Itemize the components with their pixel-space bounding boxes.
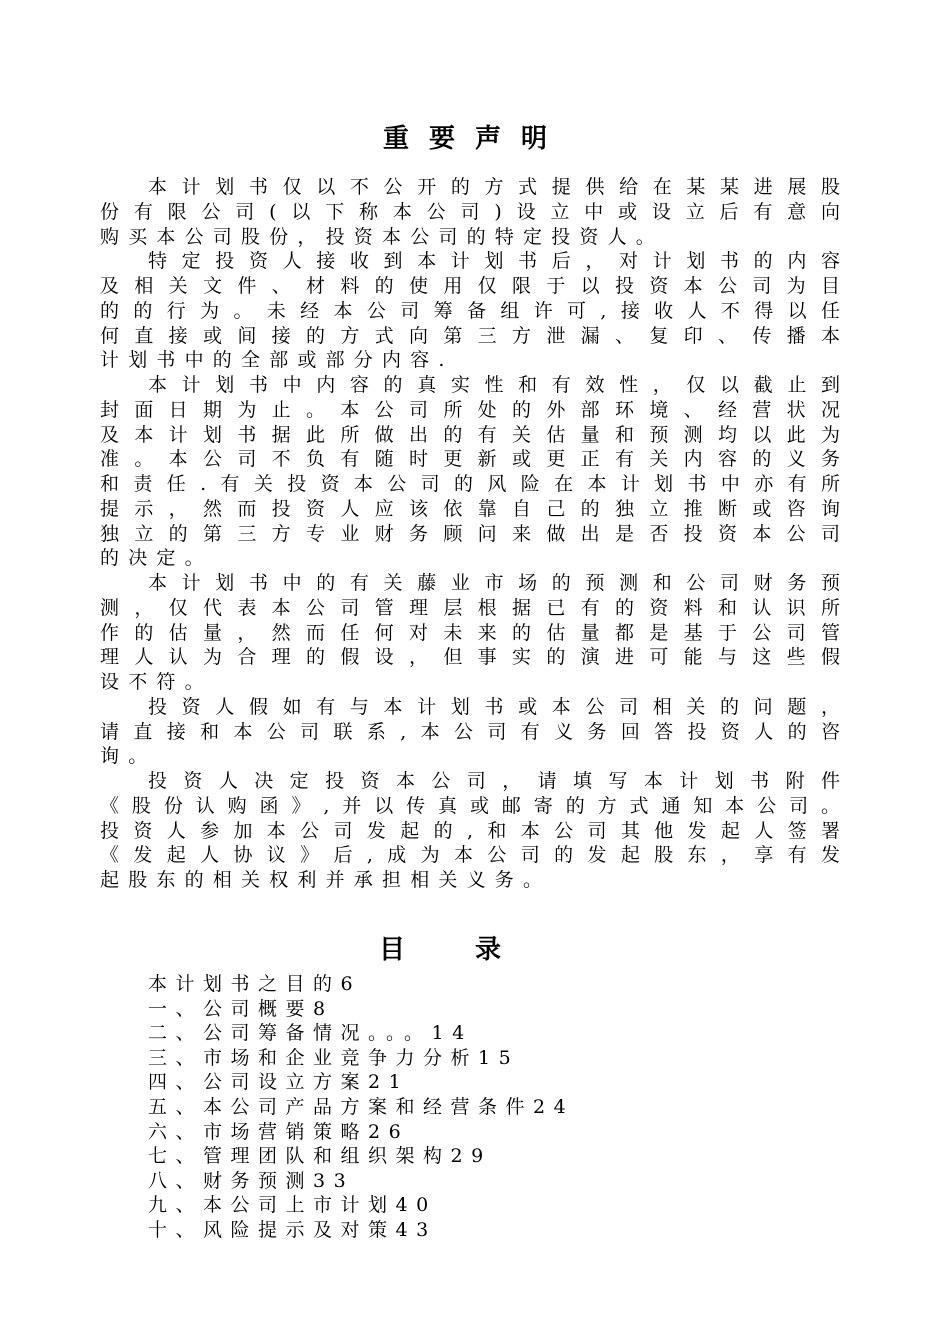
declaration-title: 重要声明 — [382, 124, 567, 154]
declaration-line: 计划书中的全部或部分内容. — [100, 349, 454, 371]
toc-item: 一、公司概要8 — [148, 998, 334, 1020]
toc-item: 九、本公司上市计划40 — [148, 1194, 437, 1216]
declaration-line: 《发起人协议》后,成为本公司的发起股东，享有发 — [100, 844, 855, 866]
declaration-line: 和责任.有关投资本公司的风险在本计划书中亦有所 — [100, 473, 855, 495]
declaration-line: 本计划书中的有关藤业市场的预测和公司财务预 — [148, 572, 855, 594]
declaration-line: 询。 — [100, 745, 157, 767]
toc-item: 七、管理团队和组织架构29 — [148, 1145, 492, 1167]
declaration-line: 测，仅代表本公司管理层根据已有的资料和认识所 — [100, 597, 856, 619]
declaration-line: 购买本公司股份，投资本公司的特定投资人。 — [100, 226, 665, 248]
declaration-line: 份有限公司(以下称本公司)设立中或设立后有意向 — [100, 201, 855, 223]
declaration-line: 特定投资人接收到本计划书后，对计划书的内容 — [148, 250, 855, 272]
declaration-line: 提示，然而投资人应该依靠自己的独立推断或咨询 — [100, 498, 856, 520]
declaration-line: 投资人决定投资本公司，请填写本计划书附件 — [148, 770, 857, 792]
toc-item: 四、公司设立方案21 — [148, 1071, 410, 1093]
toc-item: 三、市场和企业竞争力分析15 — [148, 1047, 520, 1069]
declaration-line: 起股东的相关权利并承担相关义务。 — [100, 869, 552, 891]
toc-item: 八、财务预测33 — [148, 1170, 355, 1192]
declaration-line: 及本计划书据此所做出的有关估量和预测均以此为 — [100, 424, 856, 446]
toc-item: 本计划书之目的6 — [148, 973, 362, 995]
declaration-line: 的决定。 — [100, 547, 213, 569]
declaration-line: 《股份认购函》,并以传真或邮寄的方式通知本公司。 — [100, 795, 853, 817]
toc-item: 五、本公司产品方案和经营条件24 — [148, 1096, 575, 1118]
declaration-line: 的的行为。未经本公司筹备组许可,接收人不得以任 — [100, 300, 855, 322]
declaration-line: 设不符。 — [100, 671, 213, 693]
toc-item: 十、风险提示及对策43 — [148, 1219, 437, 1241]
declaration-line: 作的估量，然而任何对未来的估量都是基于公司管 — [100, 622, 856, 644]
declaration-line: 何直接或间接的方式向第三方泄漏、复印、传播本 — [100, 325, 856, 347]
declaration-line: 准。本公司不负有随时更新或更正有关内容的义务 — [100, 448, 856, 470]
declaration-line: 理人认为合理的假设，但事实的演进可能与这些假 — [100, 646, 856, 668]
toc-title: 目录 — [378, 935, 571, 965]
declaration-line: 本计划书中内容的真实性和有效性，仅以截止到 — [148, 374, 855, 396]
declaration-line: 投资人参加本公司发起的,和本公司其他发起人签署 — [100, 820, 855, 842]
declaration-line: 及相关文件、材料的使用仅限于以投资本公司为目 — [100, 275, 856, 297]
declaration-line: 独立的第三方专业财务顾问来做出是否投资本公司 — [100, 523, 856, 545]
toc-item: 二、公司筹备情况。。。14 — [148, 1022, 473, 1044]
declaration-line: 投资人假如有与本计划书或本公司相关的问题， — [148, 696, 855, 718]
toc-item: 六、市场营销策略26 — [148, 1121, 410, 1143]
declaration-line: 本计划书仅以不公开的方式提供给在某某进展股 — [148, 176, 855, 198]
declaration-line: 封面日期为止。本公司所处的外部环境、经营状况 — [100, 399, 856, 421]
declaration-line: 请直接和本公司联系,本公司有义务回答投资人的咨 — [100, 721, 855, 743]
